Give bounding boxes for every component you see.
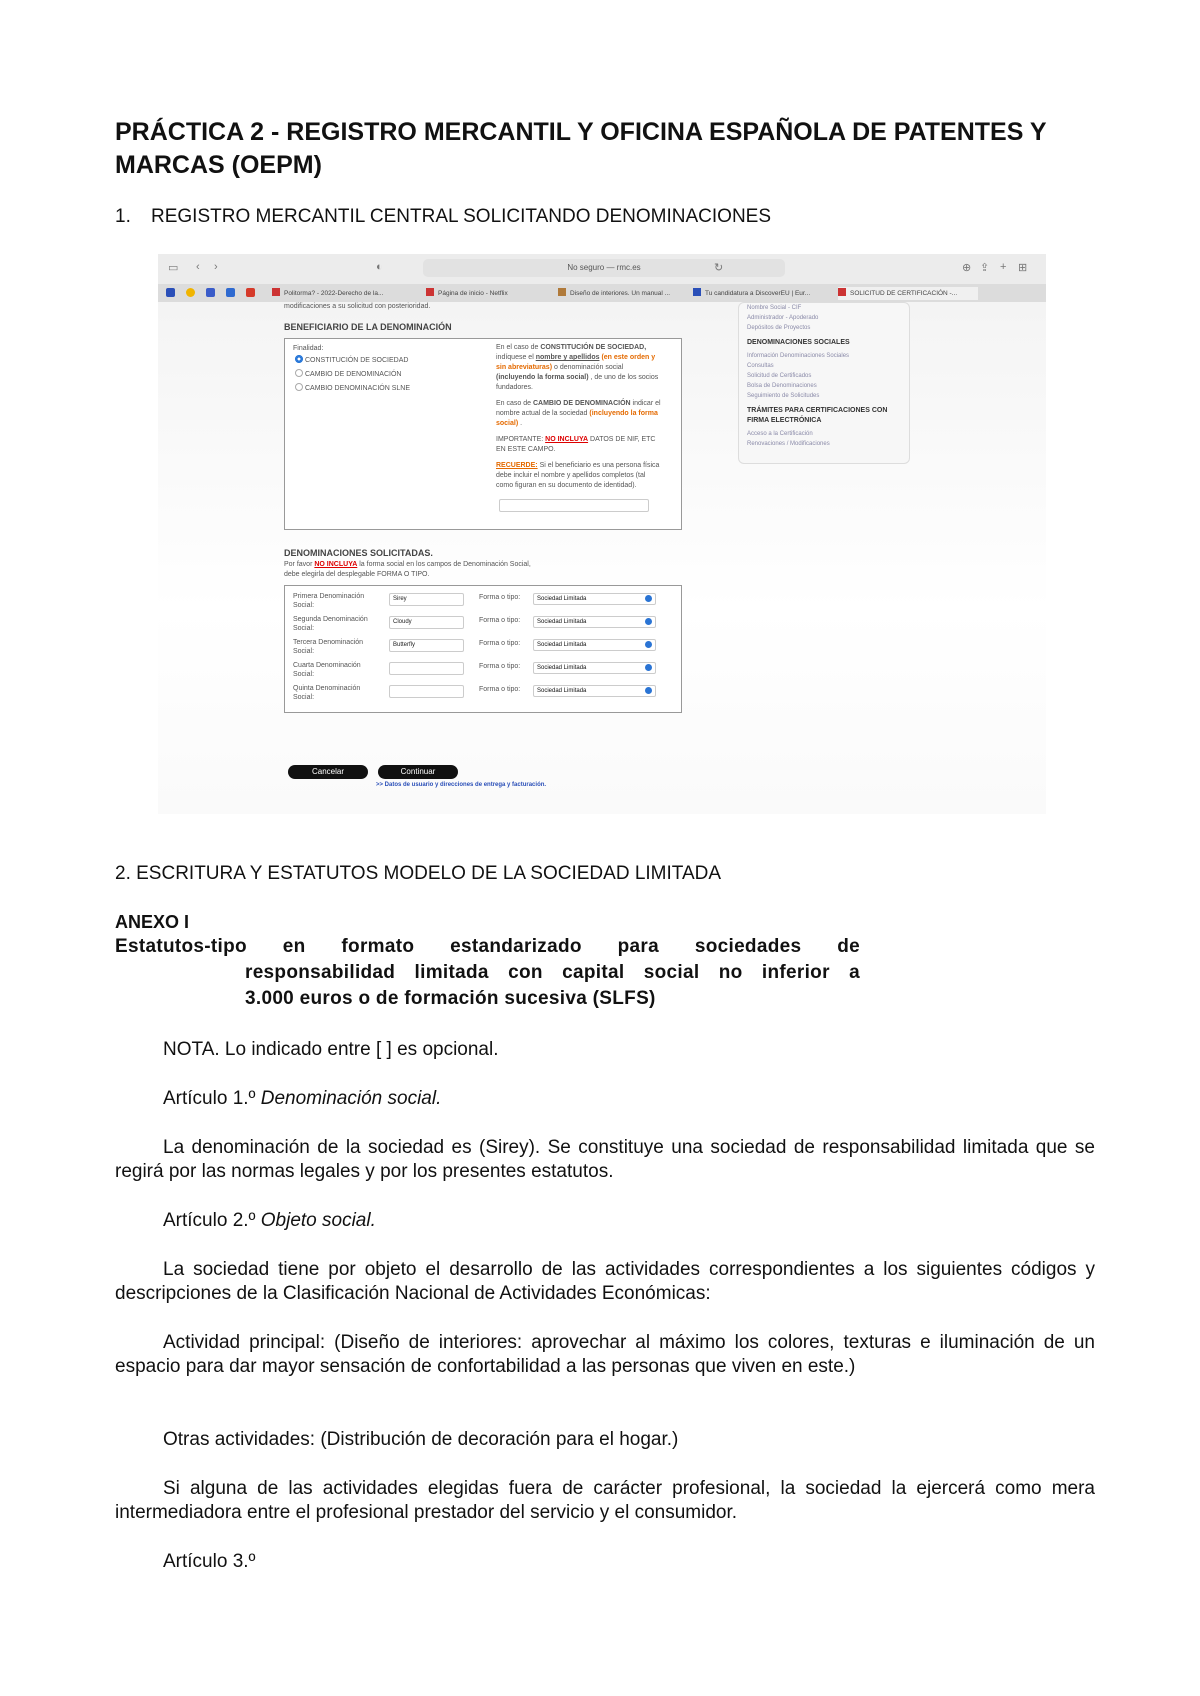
help-line: RECUERDE: Si el beneficiario es una persona física	[496, 462, 660, 469]
article-2-text: La sociedad tiene por objeto el desarrollo de las actividades correspondientes a los siguientes códigos y descripciones de la Clasificación Nacional de Actividades Económicas:	[115, 1259, 1095, 1304]
favorite-sun-icon	[186, 288, 195, 297]
article-3-heading: Artículo 3.º	[163, 1551, 256, 1572]
profesional-paragraph: Si alguna de las actividades elegidas fuera de carácter profesional, la sociedad la ejercerá como mera intermediadora entre el profesional prestador del servicio y el consumidor.	[115, 1478, 1095, 1523]
select-arrow-icon	[645, 641, 652, 648]
back-icon: ‹	[196, 261, 200, 273]
top-text: modificaciones a su solicitud con posterioridad.	[284, 303, 431, 310]
section-2-heading: 2. ESCRITURA Y ESTATUTOS MODELO DE LA SOCIEDAD LIMITADA	[115, 863, 722, 884]
forma-label: Forma o tipo:	[479, 640, 521, 647]
forma-select: Sociedad Limitada	[533, 662, 656, 674]
sidebar-heading: TRÁMITES PARA CERTIFICACIONES CON	[747, 407, 888, 414]
help-line: IMPORTANTE: NO INCLUYA DATOS DE NIF, ETC	[496, 436, 656, 443]
sidebar-link: Solicitud de Certificados	[747, 373, 812, 379]
row-label: Social:	[293, 671, 315, 678]
sidebar-link: Seguimiento de Solicitudes	[747, 393, 820, 399]
favorite-red-icon	[246, 288, 255, 297]
tab-favicon-icon	[558, 288, 566, 296]
row-label: Social:	[293, 694, 315, 701]
web-page-content	[158, 302, 1046, 814]
article-1-text: La denominación de la sociedad es (Sirey). Se constituye una sociedad de responsabilidad limitada que se regirá por las normas legales y por los presentes estatutos.	[115, 1137, 1095, 1182]
denominaciones-form	[284, 585, 682, 713]
radio-cambio: CAMBIO DE DENOMINACIÓN	[295, 369, 401, 380]
browser-tab-3: Diseño de interiores. Un manual ...	[558, 287, 688, 300]
tab-overview-icon: ⊞	[1018, 262, 1028, 274]
select-arrow-icon	[645, 618, 652, 625]
favorite-blue-icon	[226, 288, 235, 297]
sidebar-link: Renovaciones / Modificaciones	[747, 441, 830, 447]
anexo-heading: ANEXO I	[115, 912, 190, 932]
tab-favicon-icon	[693, 288, 701, 296]
radio-selected-icon	[295, 355, 303, 363]
help-line: fundadores.	[496, 384, 533, 391]
help-line: nombre actual de la sociedad (incluyendo la forma	[496, 410, 658, 417]
row-label: Tercera Denominación	[293, 639, 364, 646]
privacy-shield-icon: ◐	[376, 261, 383, 273]
tab-favicon-icon	[838, 288, 846, 296]
download-icon: ⊕	[962, 262, 972, 274]
forma-select: Sociedad Limitada	[533, 685, 656, 697]
forma-label: Forma o tipo:	[479, 663, 521, 670]
sidebar-link: Depósitos de Proyectos	[747, 325, 811, 331]
help-line: sin abreviaturas) o denominación social	[496, 364, 624, 371]
site-sidebar	[738, 302, 910, 464]
radio-slne: CAMBIO DENOMINACIÓN SLNE	[295, 383, 410, 394]
denominacion-input	[389, 685, 464, 698]
favorite-eu-icon	[166, 288, 175, 297]
row-label: Social:	[293, 648, 315, 655]
sidebar-heading: FIRMA ELECTRÓNICA	[747, 417, 822, 424]
denominacion-input: Butterfly	[389, 639, 464, 652]
nota-paragraph: NOTA. Lo indicado entre [ ] es opcional.	[163, 1039, 499, 1060]
otras-actividades: Otras actividades: (Distribución de decoración para el hogar.)	[163, 1429, 679, 1450]
select-arrow-icon	[645, 664, 652, 671]
help-line: social) .	[496, 420, 523, 427]
select-arrow-icon	[645, 687, 652, 694]
row-label: Segunda Denominación	[293, 616, 368, 623]
help-line: EN ESTE CAMPO.	[496, 446, 556, 453]
forma-label: Forma o tipo:	[479, 686, 521, 693]
select-arrow-icon	[645, 595, 652, 602]
sidebar-link: Nombre Social - CIF	[747, 305, 802, 311]
subtitle-line-3: 3.000 euros o de formación sucesiva (SLFS)	[245, 988, 656, 1009]
reload-icon: ↻	[714, 262, 724, 274]
help-line: En caso de CAMBIO DE DENOMINACIÓN indicar el	[496, 400, 661, 407]
tab-favicon-icon	[426, 288, 434, 296]
sidebar-link: Administrador - Apoderado	[747, 315, 819, 321]
browser-tab-4: Tu candidatura a DiscoverEU | Eur...	[693, 287, 828, 300]
forma-select: Sociedad Limitada	[533, 593, 656, 605]
sidebar-link: Acceso a la Certificación	[747, 431, 813, 437]
new-tab-icon: +	[1000, 261, 1007, 273]
sidebar-heading: DENOMINACIONES SOCIALES	[747, 339, 850, 346]
subtitle-line-2: responsabilidad limitada con capital social no inferior a	[245, 962, 860, 983]
browser-tab-2: Página de inicio - Netflix	[426, 287, 566, 300]
forma-label: Forma o tipo:	[479, 594, 521, 601]
beneficiario-input	[499, 499, 649, 512]
row-label: Social:	[293, 602, 315, 609]
sidebar-link: Información Denominaciones Sociales	[747, 353, 850, 359]
denominaciones-note-2: debe elegirla del desplegable FORMA O TIPO.	[284, 571, 430, 578]
denominacion-input	[389, 662, 464, 675]
help-line: como figuran en su documento de identidad).	[496, 482, 637, 489]
forma-select: Sociedad Limitada	[533, 639, 656, 651]
section-1-number: 1.	[115, 206, 131, 227]
favorite-shield-icon	[206, 288, 215, 297]
continue-button: Continuar	[378, 765, 458, 779]
beneficiario-form	[284, 338, 682, 530]
section-1-title: REGISTRO MERCANTIL CENTRAL SOLICITANDO DENOMINACIONES	[151, 206, 772, 227]
forma-select: Sociedad Limitada	[533, 616, 656, 628]
row-label: Cuarta Denominación	[293, 662, 361, 669]
denominaciones-note: Por favor NO INCLUYA la forma social en los campos de Denominación Social,	[284, 561, 531, 568]
denominacion-input: Sirey	[389, 593, 464, 606]
footer-link: >> Datos de usuario y direcciones de entrega y facturación.	[376, 782, 547, 788]
radio-icon	[295, 369, 303, 377]
article-1-heading: Artículo 1.º Denominación social.	[163, 1088, 442, 1109]
finalidad-label: Finalidad:	[293, 345, 324, 352]
article-2-heading: Artículo 2.º Objeto social.	[163, 1210, 376, 1231]
row-label: Primera Denominación	[293, 593, 365, 600]
browser-tab-5-active: SOLICITUD DE CERTIFICACIÓN -...	[838, 287, 978, 300]
sidebar-link: Bolsa de Denominaciones	[747, 383, 817, 389]
radio-icon	[295, 383, 303, 391]
denominacion-input: Cloudy	[389, 616, 464, 629]
browser-tab-1: Politorma? - 2022-Derecho de la...	[272, 287, 392, 300]
help-line: (incluyendo la forma social) , de uno de los socios	[496, 374, 659, 381]
sidebar-link: Consultas	[747, 363, 774, 369]
forma-label: Forma o tipo:	[479, 617, 521, 624]
help-line: debe incluir el nombre y apellidos completos (tal	[496, 472, 646, 479]
help-line: En el caso de CONSTITUCIÓN DE SOCIEDAD,	[496, 344, 647, 351]
browser-tab-bar	[158, 284, 1046, 302]
help-line: indíquese el nombre y apellidos (en este orden y	[496, 354, 656, 361]
sidebar-toggle-icon: ▭	[168, 262, 179, 274]
tab-favicon-icon	[272, 288, 280, 296]
actividad-principal: Actividad principal: (Diseño de interiores: aprovechar al máximo los colores, texturas e iluminación de un espacio para dar mayor sensación de confortabilidad a las personas que viven en este.)	[115, 1332, 1095, 1377]
forward-icon: ›	[214, 261, 218, 273]
document-title: PRÁCTICA 2 - REGISTRO MERCANTIL Y OFICINA ESPAÑOLA DE PATENTES Y MARCAS (OEPM)	[115, 118, 1047, 179]
embedded-browser-screenshot	[158, 254, 1046, 814]
radio-constitucion: CONSTITUCIÓN DE SOCIEDAD	[295, 355, 408, 366]
denominaciones-heading: DENOMINACIONES SOLICITADAS.	[284, 548, 433, 558]
row-label: Quinta Denominación	[293, 685, 361, 692]
row-label: Social:	[293, 625, 315, 632]
address-bar: No seguro — rmc.es	[423, 259, 785, 277]
section-1-heading	[115, 206, 771, 228]
browser-toolbar	[158, 254, 1046, 284]
share-icon: ⇪	[980, 262, 990, 274]
subtitle-line-1: Estatutos-tipo en formato estandarizado para sociedades de	[115, 936, 860, 957]
cancel-button: Cancelar	[288, 765, 368, 779]
beneficiario-heading: BENEFICIARIO DE LA DENOMINACIÓN	[284, 322, 452, 332]
